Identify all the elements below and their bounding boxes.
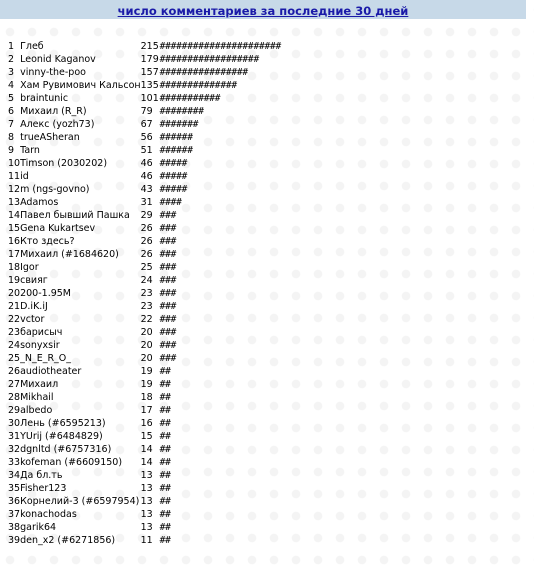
table-row (8, 469, 281, 482)
comment-count-cell: 26 (140, 249, 153, 260)
username-cell: Михаил (20, 379, 59, 390)
username-cell: Tarn (20, 145, 40, 156)
rank-cell: 11 (8, 171, 21, 182)
rank-cell: 21 (8, 301, 21, 312)
bar-cell: ### (159, 314, 177, 325)
table-row (8, 404, 281, 417)
table-row (8, 521, 281, 534)
header-bar (0, 0, 526, 19)
rank-cell: 6 (8, 106, 15, 117)
username-cell: Михаил (#1684620) (20, 249, 119, 260)
rank-cell: 4 (8, 80, 15, 91)
rank-cell: 30 (8, 418, 21, 429)
rank-cell: 18 (8, 262, 21, 273)
table-row (8, 352, 281, 365)
rank-cell: 17 (8, 249, 21, 260)
username-cell: vinny-the-poo (20, 67, 86, 78)
comment-count-cell: 31 (140, 197, 153, 208)
table-row (8, 534, 281, 547)
rank-cell: 13 (8, 197, 21, 208)
table-row (8, 170, 281, 183)
bar-cell: ## (159, 457, 171, 468)
bar-cell: ####### (159, 119, 199, 130)
rank-cell: 1 (8, 41, 15, 52)
table-row (8, 105, 281, 118)
rank-cell: 23 (8, 327, 21, 338)
rank-cell: 24 (8, 340, 21, 351)
comment-count-cell: 24 (140, 275, 153, 286)
rank-cell: 26 (8, 366, 21, 377)
username-cell: m (ngs-govno) (20, 184, 90, 195)
username-cell: Fisher123 (20, 483, 67, 494)
comment-count-cell: 14 (140, 444, 153, 455)
table-row (8, 92, 281, 105)
bar-cell: ###################### (159, 41, 282, 52)
username-cell: Глеб (20, 41, 44, 52)
username-cell: Да бл.ть (20, 470, 63, 481)
username-cell: Корнелий-3 (#6597954) (20, 496, 140, 507)
table-row (8, 53, 281, 66)
rank-cell: 5 (8, 93, 15, 104)
bar-cell: ## (159, 444, 171, 455)
table-row (8, 144, 281, 157)
comment-count-cell: 20 (140, 353, 153, 364)
bar-cell: ### (159, 327, 177, 338)
bar-cell: ### (159, 236, 177, 247)
username-cell: garik64 (20, 522, 57, 533)
username-cell: Gena Kukartsev (20, 223, 96, 234)
table-row (8, 456, 281, 469)
username-cell: Лень (#6595213) (20, 418, 106, 429)
username-cell: Adamos (20, 197, 59, 208)
bar-cell: ## (159, 483, 171, 494)
comment-count-cell: 23 (140, 288, 153, 299)
username-cell: _N_E_R_O_ (20, 353, 72, 364)
rank-cell: 14 (8, 210, 21, 221)
bar-cell: ###### (159, 145, 193, 156)
username-cell: albedo (20, 405, 53, 416)
table-row (8, 248, 281, 261)
rank-cell: 2 (8, 54, 15, 65)
bar-cell: ## (159, 470, 171, 481)
comment-count-cell: 11 (140, 535, 153, 546)
comment-count-cell: 29 (140, 210, 153, 221)
rank-cell: 39 (8, 535, 21, 546)
rank-cell: 9 (8, 145, 15, 156)
bar-cell: ## (159, 522, 171, 533)
comment-stats-rows (8, 40, 281, 547)
bar-cell: ### (159, 223, 177, 234)
bar-cell: ## (159, 366, 171, 377)
username-cell: audiotheater (20, 366, 82, 377)
rank-cell: 25 (8, 353, 21, 364)
bar-cell: ### (159, 340, 177, 351)
bar-cell: ################ (159, 67, 248, 78)
bar-cell: ### (159, 210, 177, 221)
table-row (8, 508, 281, 521)
comment-count-cell: 13 (140, 483, 153, 494)
rank-cell: 38 (8, 522, 21, 533)
rank-cell: 34 (8, 470, 21, 481)
comment-count-cell: 56 (140, 132, 153, 143)
bar-cell: ## (159, 509, 171, 520)
table-row (8, 300, 281, 313)
rank-cell: 16 (8, 236, 21, 247)
rank-cell: 36 (8, 496, 21, 507)
bar-cell: ########### (159, 93, 221, 104)
table-row (8, 313, 281, 326)
bar-cell: ### (159, 288, 177, 299)
comment-count-cell: 43 (140, 184, 153, 195)
rank-cell: 12 (8, 184, 21, 195)
username-cell: sonyxsir (20, 340, 60, 351)
comment-count-cell: 67 (140, 119, 153, 130)
username-cell: Кто здесь? (20, 236, 75, 247)
comment-count-cell: 18 (140, 392, 153, 403)
bar-cell: ### (159, 262, 177, 273)
username-cell: den_x2 (#6271856) (20, 535, 116, 546)
username-cell: Mikhail (20, 392, 54, 403)
table-row (8, 417, 281, 430)
rank-cell: 32 (8, 444, 21, 455)
table-row (8, 66, 281, 79)
comment-count-cell: 101 (140, 93, 159, 104)
table-row (8, 196, 281, 209)
stats-title-link[interactable]: число комментариев за последние 30 дней (117, 4, 409, 18)
rank-cell: 35 (8, 483, 21, 494)
bar-cell: ## (159, 379, 171, 390)
table-row (8, 482, 281, 495)
bar-cell: ## (159, 496, 171, 507)
comment-count-cell: 46 (140, 171, 153, 182)
rank-cell: 19 (8, 275, 21, 286)
comment-count-cell: 179 (140, 54, 159, 65)
table-row (8, 391, 281, 404)
comment-count-cell: 20 (140, 327, 153, 338)
table-row (8, 430, 281, 443)
rank-cell: 37 (8, 509, 21, 520)
rank-cell: 28 (8, 392, 21, 403)
username-cell: Timson (2030202) (20, 158, 108, 169)
username-cell: trueASheran (20, 132, 80, 143)
comment-count-cell: 51 (140, 145, 153, 156)
username-cell: барисыч (20, 327, 63, 338)
bar-cell: ##### (159, 158, 188, 169)
table-row (8, 339, 281, 352)
bar-cell: ## (159, 418, 171, 429)
comment-count-cell: 157 (140, 67, 159, 78)
table-row (8, 157, 281, 170)
comment-count-cell: 79 (140, 106, 153, 117)
table-row (8, 495, 281, 508)
table-row (8, 131, 281, 144)
rank-cell: 31 (8, 431, 21, 442)
rank-cell: 33 (8, 457, 21, 468)
rank-cell: 27 (8, 379, 21, 390)
username-cell: свияг (20, 275, 48, 286)
table-row (8, 118, 281, 131)
comment-count-cell: 19 (140, 379, 153, 390)
table-row (8, 222, 281, 235)
comment-count-cell: 13 (140, 509, 153, 520)
bar-cell: ###### (159, 132, 193, 143)
comment-stats-table (8, 40, 281, 547)
rank-cell: 8 (8, 132, 15, 143)
username-cell: dgnltd (#6757316) (20, 444, 112, 455)
table-row (8, 443, 281, 456)
comment-count-cell: 20 (140, 340, 153, 351)
comment-count-cell: 13 (140, 496, 153, 507)
username-cell: braintunic (20, 93, 69, 104)
rank-cell: 7 (8, 119, 15, 130)
username-cell: vctor (20, 314, 45, 325)
bar-cell: ### (159, 353, 177, 364)
comment-count-cell: 13 (140, 522, 153, 533)
table-row (8, 326, 281, 339)
bar-cell: ### (159, 249, 177, 260)
rank-cell: 22 (8, 314, 21, 325)
table-row (8, 209, 281, 222)
bar-cell: ######## (159, 106, 204, 117)
bar-cell: ##### (159, 184, 188, 195)
comment-count-cell: 22 (140, 314, 153, 325)
comment-count-cell: 13 (140, 470, 153, 481)
username-cell: konachodas (20, 509, 77, 520)
comment-count-cell: 215 (140, 41, 159, 52)
comment-count-cell: 25 (140, 262, 153, 273)
comment-count-cell: 16 (140, 418, 153, 429)
username-cell: Хам Рувимович Кальсон (20, 80, 141, 91)
bar-cell: ## (159, 405, 171, 416)
table-row (8, 378, 281, 391)
comment-count-cell: 26 (140, 236, 153, 247)
username-cell: id (20, 171, 29, 182)
username-cell: YUrij (#6484829) (20, 431, 103, 442)
table-row (8, 235, 281, 248)
username-cell: Leonid Kaganov (20, 54, 96, 65)
table-row (8, 261, 281, 274)
comment-count-cell: 14 (140, 457, 153, 468)
username-cell: Михаил (R_R) (20, 106, 87, 117)
bar-cell: ## (159, 535, 171, 546)
username-cell: Алекс (yozh73) (20, 119, 95, 130)
username-cell: Павел бывший Пашка (20, 210, 130, 221)
bar-cell: #### (159, 197, 182, 208)
rank-cell: 20 (8, 288, 21, 299)
table-row (8, 183, 281, 196)
comment-count-cell: 23 (140, 301, 153, 312)
bar-cell: ## (159, 392, 171, 403)
bar-cell: ##### (159, 171, 188, 182)
bar-cell: ## (159, 431, 171, 442)
table-row (8, 287, 281, 300)
rank-cell: 15 (8, 223, 21, 234)
username-cell: Igor (20, 262, 39, 273)
table-row (8, 365, 281, 378)
bar-cell: ### (159, 301, 177, 312)
comment-count-cell: 26 (140, 223, 153, 234)
comment-count-cell: 135 (140, 80, 159, 91)
comment-count-cell: 19 (140, 366, 153, 377)
comment-count-cell: 17 (140, 405, 153, 416)
comment-count-cell: 15 (140, 431, 153, 442)
bar-cell: ############## (159, 80, 237, 91)
bar-cell: ################## (159, 54, 259, 65)
rank-cell: 29 (8, 405, 21, 416)
rank-cell: 10 (8, 158, 21, 169)
bar-cell: ### (159, 275, 177, 286)
table-row (8, 274, 281, 287)
username-cell: kofeman (#6609150) (20, 457, 123, 468)
table-row (8, 40, 281, 53)
username-cell: 200-1.95M (20, 288, 72, 299)
table-row (8, 79, 281, 92)
rank-cell: 3 (8, 67, 15, 78)
username-cell: D.iK.iJ (20, 301, 48, 312)
comment-count-cell: 46 (140, 158, 153, 169)
